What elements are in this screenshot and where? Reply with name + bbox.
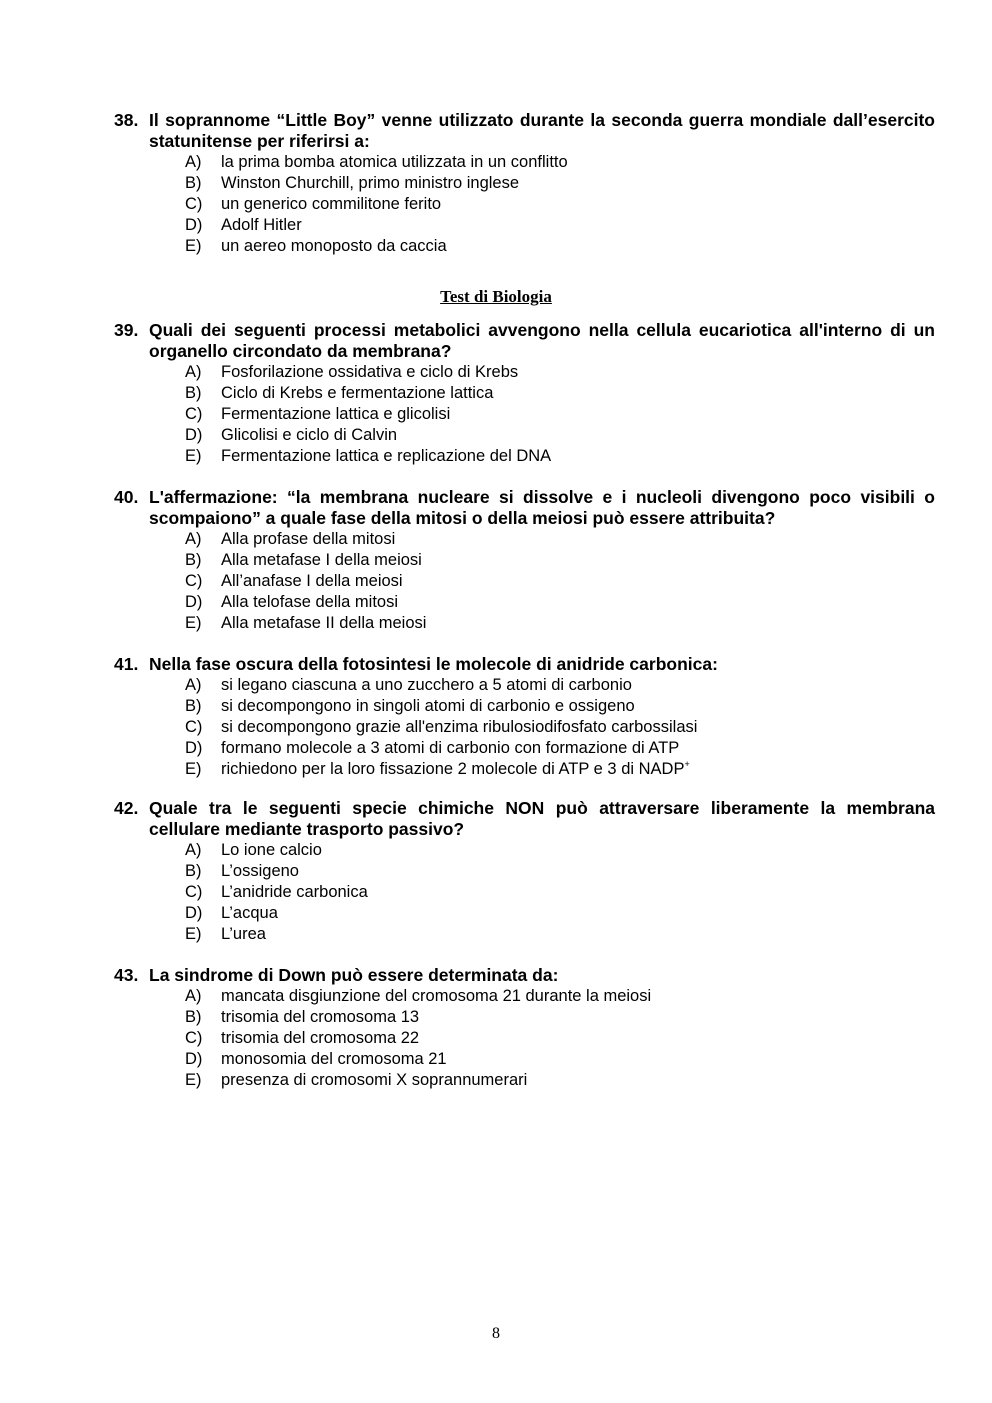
option-text: si legano ciascuna a uno zucchero a 5 atomi di carbonio <box>221 676 632 694</box>
option-d <box>114 903 935 924</box>
question-number: 43. <box>114 965 139 985</box>
option-list <box>114 986 935 1091</box>
option-letter: D) <box>185 739 203 757</box>
option-b <box>114 1007 935 1028</box>
option-letter: A) <box>185 530 202 548</box>
option-letter: A) <box>185 153 202 171</box>
option-c <box>114 717 935 738</box>
question-body: Il soprannome “Little Boy” venne utilizzato durante la seconda guerra mondiale dall’esercito statunitense per riferirsi a: <box>149 110 935 151</box>
option-letter: B) <box>185 551 202 569</box>
option-text: trisomia del cromosoma 13 <box>221 1008 420 1026</box>
option-b <box>114 861 935 882</box>
question-40 <box>114 487 935 634</box>
option-letter: C) <box>185 195 203 213</box>
question-number: 38. <box>114 110 139 130</box>
option-a <box>114 840 935 861</box>
section-title: Test di Biologia <box>440 287 552 306</box>
option-d <box>114 425 935 446</box>
option-letter: D) <box>185 904 203 922</box>
option-text: Ciclo di Krebs e fermentazione lattica <box>221 384 494 402</box>
option-letter: C) <box>185 718 203 736</box>
option-letter: A) <box>185 841 202 859</box>
page-number: 8 <box>492 1325 500 1342</box>
option-e <box>114 613 935 634</box>
option-letter: E) <box>185 1071 202 1089</box>
option-text: presenza di cromosomi X soprannumerari <box>221 1071 528 1089</box>
option-letter: B) <box>185 862 202 880</box>
question-text <box>114 110 935 152</box>
option-d <box>114 592 935 613</box>
option-text: Fermentazione lattica e glicolisi <box>221 405 451 423</box>
option-text: formano molecole a 3 atomi di carbonio con formazione di ATP <box>221 739 680 757</box>
question-text <box>114 487 935 529</box>
option-list <box>114 675 935 780</box>
option-text: L’anidride carbonica <box>221 883 368 901</box>
option-letter: C) <box>185 1029 203 1047</box>
option-c <box>114 404 935 425</box>
option-text: monosomia del cromosoma 21 <box>221 1050 447 1068</box>
option-d <box>114 1049 935 1070</box>
option-b <box>114 696 935 717</box>
option-letter: E) <box>185 447 202 465</box>
option-list <box>114 840 935 945</box>
option-d <box>114 738 935 759</box>
option-text: Alla telofase della mitosi <box>221 593 399 611</box>
option-text: richiedono per la loro fissazione 2 molecole di ATP e 3 di NADP <box>221 760 685 778</box>
question-text <box>114 654 935 675</box>
question-text <box>114 965 935 986</box>
option-a <box>114 362 935 383</box>
question-42 <box>114 798 935 945</box>
option-letter: E) <box>185 237 202 255</box>
option-e <box>114 236 935 257</box>
option-text: Winston Churchill, primo ministro inglese <box>221 174 520 192</box>
option-letter: B) <box>185 174 202 192</box>
question-number: 41. <box>114 654 139 674</box>
option-letter: B) <box>185 1008 202 1026</box>
question-43 <box>114 965 935 1091</box>
option-b <box>114 383 935 404</box>
option-e <box>114 446 935 467</box>
option-b <box>114 173 935 194</box>
question-39 <box>114 320 935 467</box>
option-a <box>114 986 935 1007</box>
question-body: Quali dei seguenti processi metabolici avvengono nella cellula eucariotica all'interno di un organello circondato da membrana? <box>149 320 935 361</box>
option-text: Glicolisi e ciclo di Calvin <box>221 426 398 444</box>
option-text: la prima bomba atomica utilizzata in un conflitto <box>221 153 568 171</box>
option-c <box>114 882 935 903</box>
option-text: Alla metafase I della meiosi <box>221 551 422 569</box>
option-text: trisomia del cromosoma 22 <box>221 1029 420 1047</box>
option-text: Alla profase della mitosi <box>221 530 396 548</box>
option-c <box>114 194 935 215</box>
question-body: La sindrome di Down può essere determinata da: <box>149 965 559 985</box>
option-c <box>114 571 935 592</box>
option-a <box>114 675 935 696</box>
option-letter: B) <box>185 384 202 402</box>
question-number: 39. <box>114 320 139 340</box>
option-e <box>114 924 935 945</box>
option-text: Adolf Hitler <box>221 216 302 234</box>
question-number: 42. <box>114 798 139 818</box>
question-text <box>114 798 935 840</box>
option-a <box>114 152 935 173</box>
question-body: L'affermazione: “la membrana nucleare si dissolve e i nucleoli divengono poco visibili o scompaiono” a quale fase della mitosi o della meiosi può essere attribuita? <box>149 487 935 528</box>
option-list <box>114 529 935 634</box>
option-letter: D) <box>185 426 203 444</box>
question-body: Quale tra le seguenti specie chimiche NON può attraversare liberamente la membrana cellulare mediante trasporto passivo? <box>149 798 935 839</box>
question-body: Nella fase oscura della fotosintesi le molecole di anidride carbonica: <box>149 654 718 674</box>
option-letter: E) <box>185 760 202 778</box>
superscript-plus: + <box>684 759 690 769</box>
option-letter: D) <box>185 593 203 611</box>
option-list <box>114 362 935 467</box>
option-text: Fermentazione lattica e replicazione del DNA <box>221 447 552 465</box>
option-letter: D) <box>185 1050 203 1068</box>
option-text: L’urea <box>221 925 266 943</box>
option-text: si decompongono in singoli atomi di carbonio e ossigeno <box>221 697 635 715</box>
question-text <box>114 320 935 362</box>
option-list <box>114 152 935 257</box>
option-text: mancata disgiunzione del cromosoma 21 durante la meiosi <box>221 987 652 1005</box>
option-letter: A) <box>185 676 202 694</box>
option-letter: A) <box>185 363 202 381</box>
option-letter: C) <box>185 883 203 901</box>
option-e <box>114 759 935 780</box>
question-41 <box>114 654 935 780</box>
option-text: Lo ione calcio <box>221 841 322 859</box>
option-text: L’acqua <box>221 904 278 922</box>
option-letter: C) <box>185 405 203 423</box>
option-text: un generico commilitone ferito <box>221 195 442 213</box>
option-letter: E) <box>185 925 202 943</box>
option-d <box>114 215 935 236</box>
option-letter: B) <box>185 697 202 715</box>
option-a <box>114 529 935 550</box>
option-letter: E) <box>185 614 202 632</box>
option-letter: D) <box>185 216 203 234</box>
option-text: All’anafase I della meiosi <box>221 572 403 590</box>
option-text: Fosforilazione ossidativa e ciclo di Krebs <box>221 363 519 381</box>
option-text: un aereo monoposto da caccia <box>221 237 447 255</box>
option-b <box>114 550 935 571</box>
option-letter: A) <box>185 987 202 1005</box>
question-number: 40. <box>114 487 139 507</box>
option-text: Alla metafase II della meiosi <box>221 614 427 632</box>
option-text: si decompongono grazie all'enzima ribulosiodifosfato carbossilasi <box>221 718 698 736</box>
question-38 <box>114 110 935 257</box>
option-text: L’ossigeno <box>221 862 299 880</box>
option-c <box>114 1028 935 1049</box>
option-e <box>114 1070 935 1091</box>
option-letter: C) <box>185 572 203 590</box>
